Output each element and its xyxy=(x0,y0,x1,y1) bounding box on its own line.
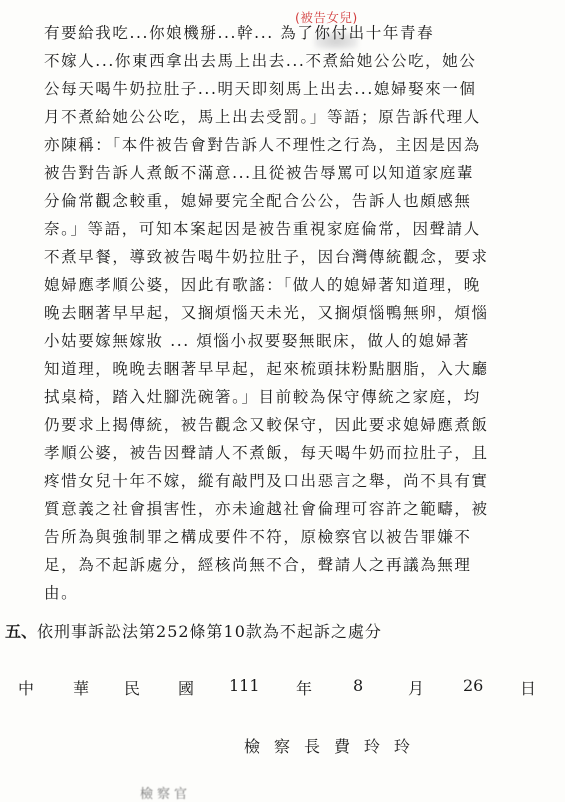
body-line: 仍要求上揭傳統，被告觀念又較保守，因此要求媳婦應煮飯 xyxy=(44,416,489,434)
date-day: 26 xyxy=(463,676,484,695)
date-char: 國 xyxy=(178,679,195,698)
cut-off-text: 檢察官 xyxy=(140,787,192,802)
body-line: 月不煮給她公公吃，馬上出去受罰。」等語；原告訴代理人 xyxy=(44,108,481,126)
body-line: 足，為不起訴處分，經核尚無不合，聲請人之再議為無理 xyxy=(44,556,472,574)
date-char: 日 xyxy=(520,679,537,698)
date-char: 中 xyxy=(18,679,35,698)
body-line: 告所為與強制罪之構成要件不符，原檢察官以被告罪嫌不 xyxy=(44,528,472,546)
body-line: 質意義之社會損害性，亦未逾越社會倫理可容許之範疇，被 xyxy=(44,500,489,518)
date-year: 111 xyxy=(229,676,260,695)
body-line: 媳婦應孝順公婆，因此有歌謠：「做人的媳婦著知道理，晚 xyxy=(44,276,481,294)
body-line: 由。 xyxy=(44,584,79,602)
body-line: 亦陳稱：「本件被告會對告訴人不理性之行為，主因是因為 xyxy=(44,136,481,154)
body-line: 被告對告訴人煮飯不滿意...且從被告辱罵可以知道家庭輩 xyxy=(44,164,474,182)
section-heading-text: 依刑事訴訟法第252條第10款為不起訴之處分 xyxy=(37,622,382,641)
section-number: 五、 xyxy=(5,622,38,641)
body-line: 不煮早餐，導致被告喝牛奶拉肚子，因台灣傳統觀念，要求 xyxy=(44,248,489,266)
body-line: 分倫常觀念較重，媳婦要完全配合公公，告訴人也頗感無 xyxy=(44,192,472,210)
body-line: 不嫁人...你東西拿出去馬上出去...不煮給她公公吃，她公 xyxy=(44,52,477,70)
body-line: 拭桌椅，踏入灶腳洗碗箸。」目前較為保守傳統之家庭，均 xyxy=(44,388,481,406)
body-line: 孝順公婆，被告因聲請人不煮飯，每天喝牛奶而拉肚子，且 xyxy=(44,444,489,462)
date-char: 月 xyxy=(408,679,425,698)
body-line: 晚去睏著早早起，又搁煩惱天未光，又搁煩惱鴨無卵，煩惱 xyxy=(44,304,489,322)
body-line: 有要給我吃...你娘機掰...幹... 為了你付出十年青春 xyxy=(44,24,435,42)
date-month: 8 xyxy=(353,676,364,695)
body-line: 知道理，晚晚去睏著早早起，起來梳頭抹粉點胭脂，入大廳 xyxy=(44,360,489,378)
date-char: 年 xyxy=(296,679,313,698)
signature: 檢察長費玲玲 xyxy=(244,737,425,756)
handwritten-annotation: (被告女兒) xyxy=(295,10,358,25)
body-line: 公每天喝牛奶拉肚子...明天即刻馬上出去...媳婦娶來一個 xyxy=(44,80,477,98)
date-char: 民 xyxy=(124,679,141,698)
body-line: 小姑要嫁無嫁妝 ... 煩惱小叔要娶無眠床，做人的媳婦著 xyxy=(44,332,470,350)
section-heading xyxy=(5,619,382,642)
body-line: 奈。」等語，可知本案起因是被告重視家庭倫常，因聲請人 xyxy=(44,220,481,238)
date-char: 華 xyxy=(73,679,90,698)
body-line: 疼惜女兒十年不嫁，縱有敲門及口出惡言之舉，尚不具有實 xyxy=(44,472,489,490)
